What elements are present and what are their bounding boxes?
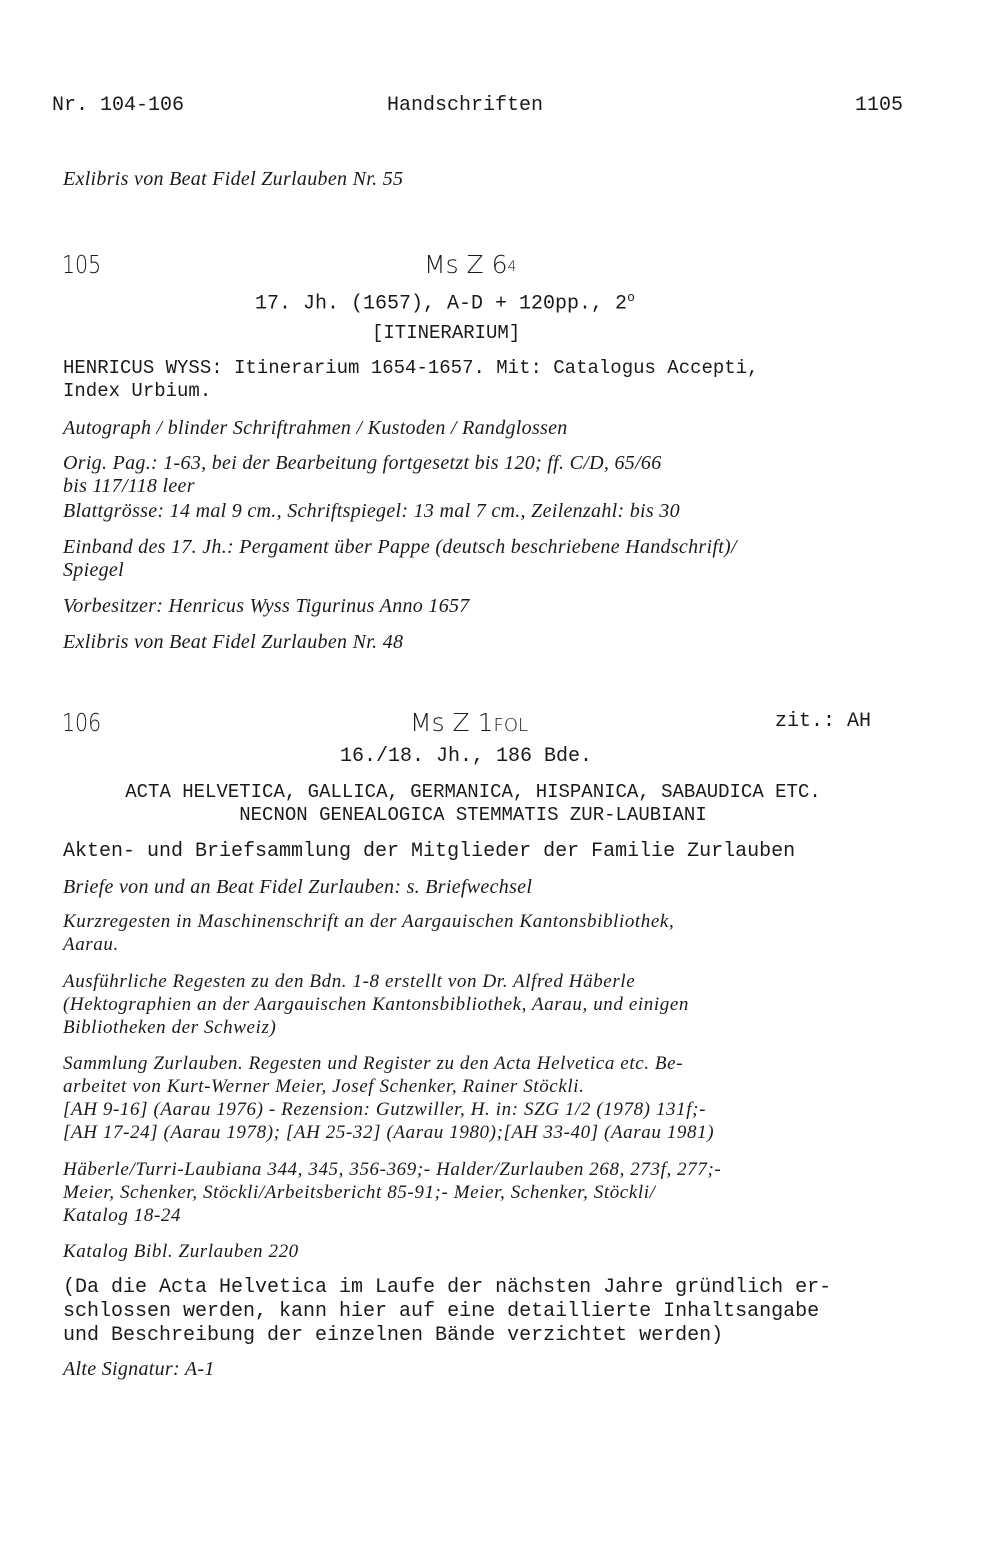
sammlung-line: Sammlung Zurlauben. Regesten und Register zu den Acta Helvetica etc. Be-	[63, 1053, 684, 1074]
entry-number: 106	[62, 708, 102, 737]
sammlung-line: [AH 9-16] (Aarau 1976) - Rezension: Gutzwiller, H. in: SZG 1/2 (1978) 131f;-	[63, 1099, 706, 1120]
sammlung-line: [AH 17-24] (Aarau 1978); [AH 25-32] (Aarau 1980);[AH 33-40] (Aarau 1981)	[63, 1122, 715, 1143]
shelfmark-subscript: 4	[507, 259, 517, 275]
pagination-line: bis 117/118 leer	[63, 475, 195, 497]
binding-line: Spiegel	[63, 559, 124, 581]
date-text: 17. Jh. (1657), A-D + 120pp., 2	[255, 292, 628, 316]
literature-line: Meier, Schenker, Stöckli/Arbeitsbericht 85-91;- Meier, Schenker, Stöckli/	[63, 1182, 656, 1203]
shelfmark	[410, 708, 528, 737]
title-block	[63, 781, 883, 827]
citation-abbrev: zit.: AH	[775, 710, 872, 733]
shelfmark-format: FOL	[493, 715, 529, 736]
description: Akten- und Briefsammlung der Mitglieder der Familie Zurlauben	[63, 840, 796, 863]
pagination	[63, 452, 662, 498]
regesten-line: Kurzregesten in Maschinenschrift an der Aargauischen Kantonsbibliothek,	[63, 911, 675, 932]
page-number: 1105	[855, 94, 904, 117]
exlibris-105: Exlibris von Beat Fidel Zurlauben Nr. 48	[63, 631, 404, 653]
literature	[63, 1158, 721, 1227]
format-superscript: o	[627, 290, 635, 305]
catalog-reference: Katalog Bibl. Zurlauben 220	[63, 1241, 299, 1262]
shelfmark-prefix: Ms Z 1	[410, 708, 494, 737]
exlibris-104: Exlibris von Beat Fidel Zurlauben Nr. 55	[63, 168, 404, 190]
regesten-line: Aarau.	[63, 934, 119, 955]
shelfmark-prefix: Ms Z 6	[424, 250, 508, 279]
title-line: NECNON GENEALOGICA STEMMATIS ZUR-LAUBIANI	[239, 804, 707, 826]
sammlung-line: arbeitet von Kurt-Werner Meier, Josef Schenker, Rainer Stöckli.	[63, 1076, 585, 1097]
detailed-line: Bibliotheken der Schweiz)	[63, 1017, 277, 1038]
title-line: ACTA HELVETICA, GALLICA, GERMANICA, HISPANICA, SABAUDICA ETC.	[125, 781, 821, 803]
note-line: schlossen werden, kann hier auf eine detaillierte Inhaltsangabe	[63, 1300, 820, 1323]
entry-number: 105	[62, 250, 102, 279]
literature-line: Häberle/Turri-Laubiana 344, 345, 356-369;- Halder/Zurlauben 268, 273f, 277;-	[63, 1159, 722, 1180]
title-block	[63, 357, 759, 403]
note-line: (Da die Acta Helvetica im Laufe der nächsten Jahre gründlich er-	[63, 1276, 832, 1299]
editorial-note	[63, 1276, 831, 1348]
dimensions: Blattgrösse: 14 mal 9 cm., Schriftspiegel: 13 mal 7 cm., Zeilenzahl: bis 30	[63, 500, 680, 522]
short-title: [ITINERARIUM]	[372, 322, 521, 344]
short-regesten	[63, 910, 674, 956]
detailed-regesten	[63, 970, 689, 1039]
detailed-line: Ausführliche Regesten zu den Bdn. 1-8 erstellt von Dr. Alfred Häberle	[63, 971, 636, 992]
note-line: und Beschreibung der einzelnen Bände verzichtet werden)	[63, 1324, 724, 1347]
old-signature: Alte Signatur: A-1	[63, 1358, 215, 1380]
binding	[63, 536, 737, 582]
date-line: 16./18. Jh., 186 Bde.	[340, 745, 593, 768]
running-header-left: Nr. 104-106	[52, 94, 185, 117]
sammlung-regesten	[63, 1052, 714, 1144]
binding-line: Einband des 17. Jh.: Pergament über Pappe (deutsch beschriebene Handschrift)/	[63, 536, 737, 558]
shelfmark	[424, 250, 516, 279]
title-line: HENRICUS WYSS: Itinerarium 1654-1657. Mit: Catalogus Accepti,	[63, 357, 759, 379]
pagination-line: Orig. Pag.: 1-63, bei der Bearbeitung fortgesetzt bis 120; ff. C/D, 65/66	[63, 452, 662, 474]
detailed-line: (Hektographien an der Aargauischen Kantonsbibliothek, Aarau, und einigen	[63, 994, 689, 1015]
title-line: Index Urbium.	[63, 380, 212, 402]
running-header-title: Handschriften	[387, 94, 544, 117]
features: Autograph / blinder Schriftrahmen / Kustoden / Randglossen	[63, 417, 568, 439]
literature-line: Katalog 18-24	[63, 1205, 182, 1226]
date-line	[255, 290, 635, 316]
provenance: Vorbesitzer: Henricus Wyss Tigurinus Anno 1657	[63, 595, 470, 617]
letters-reference: Briefe von und an Beat Fidel Zurlauben: s. Briefwechsel	[63, 876, 533, 898]
